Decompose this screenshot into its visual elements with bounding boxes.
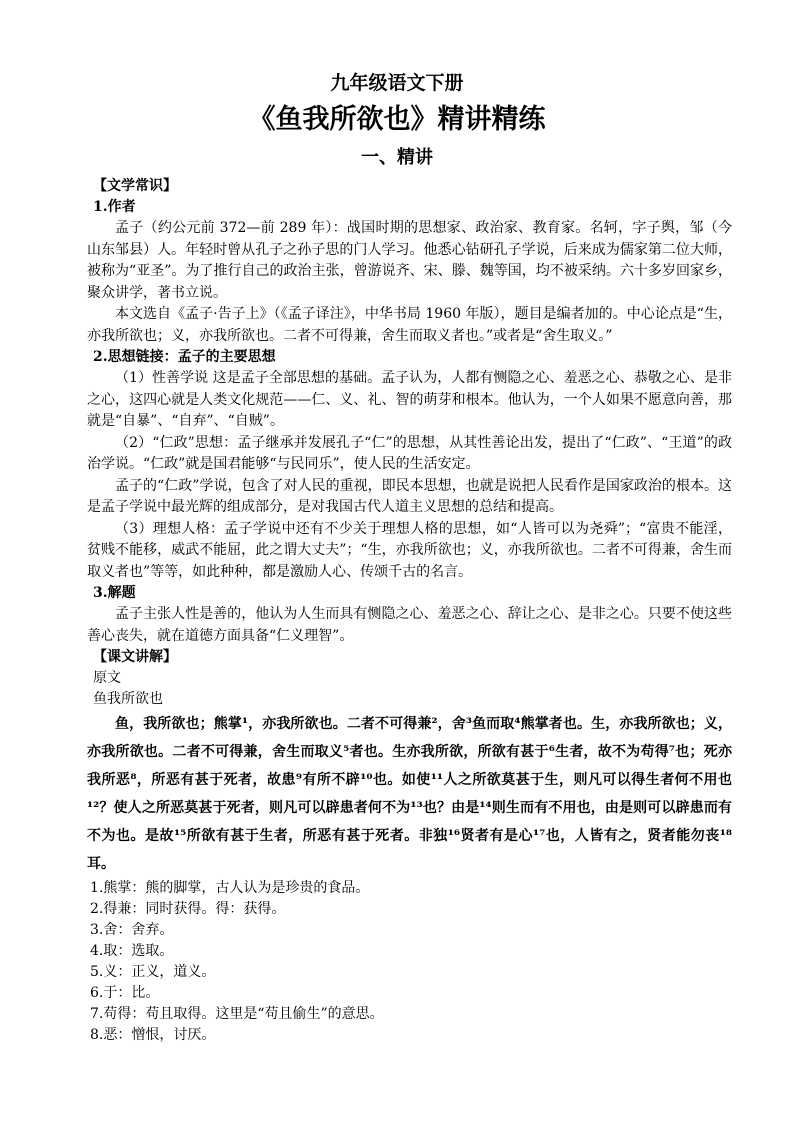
note-item: 2.得兼：同时获得。得：获得。 [90, 901, 286, 917]
document-title: 《鱼我所欲也》精讲精练 [248, 104, 546, 135]
paragraph-thought-4: （3）理想人格：孟子学说中还有不少关于理想人格的思想，如“人皆可以为尧舜”；“富贵不能淫，贫贱不能移，威武不能屈，此之谓大丈夫”；“生，亦我所欲也；义，亦我所欲也。二者不可得兼，舍生而取义者也”等等，如此种种，都是激励人心、传颂千古的名言。 [87, 520, 732, 580]
note-item: 7.苟得：苟且取得。这里是“苟且偷生”的意思。 [90, 1006, 384, 1022]
paragraph-thought-1: （1）性善学说 这是孟子全部思想的基础。孟子认为，人都有恻隐之心、羞恶之心、恭敬之心、是非之心，这四心就是人类文化规范——仁、义、礼、智的萌芽和根本。他认为，一个人如果不愿意向善，那就是“自暴”、“自弃”、“自贼”。 [87, 370, 732, 429]
note-item: 5.义：正义，道义。 [90, 964, 216, 980]
section-heading-knowledge: 【文学常识】 [93, 178, 177, 194]
note-item: 4.取：选取。 [90, 943, 174, 959]
paragraph-author-1: 孟子（约公元前 372—前 289 年）：战国时期的思想家、政治家、教育家。名轲，字子舆，邹（今山东邹县）人。年轻时曾从孔子之孙子思的门人学习。他悉心钻研孔子学说，后来成为儒家第二位大师，被称为“亚圣”。为了推行自己的政治主张，曾游说齐、宋、滕、魏等国，均不被采纳。六十多岁回家乡，聚众讲学，著书立说。 [87, 220, 732, 301]
text-title: 鱼我所欲也 [93, 691, 163, 707]
subheading-title-explanation: 3.解题 [93, 585, 136, 601]
original-text: 鱼，我所欲也；熊掌¹，亦我所欲也。二者不可得兼²，舍³鱼而取⁴熊掌者也。生，亦我所欲也；义，亦我所欲也。二者不可得兼，舍生而取义⁵者也。生亦我所欲，所欲有甚于⁶生者，故不为苟得⁷也；死亦我所恶⁸，所恶有甚于死者，故患⁹有所不辟¹⁰也。如使¹¹人之所欲莫甚于生，则凡可以得生者何不用也¹²？使人之所恶莫甚于死者，则凡可以辟患者何不为¹³也？由是¹⁴则生而有不用也，由是则可以辟患而有不为也。是故¹⁵所欲有甚于生者，所恶有甚于死者。非独¹⁶贤者有是心¹⁷也，人皆有之，贤者能勿丧¹⁸耳。 [87, 716, 732, 872]
section-heading-lesson: 【课文讲解】 [93, 649, 177, 665]
paragraph-thought-3: 孟子的“仁政”学说，包含了对人民的重视，即民本思想，也就是说把人民看作是国家政治的根本。这是孟子学说中最光辉的组成部分，是对我国古代人道主义思想的总结和提高。 [87, 477, 732, 515]
paragraph-author-2: 本文选自《孟子·告子上》（《孟子译注》，中华书局 1960 年版），题目是编者加的。中心论点是“生，亦我所欲也；义，亦我所欲也。二者不可得兼，舍生而取义者也。”或者是“舍生取义。” [87, 306, 732, 344]
notes-list [87, 878, 732, 1046]
subheading-thought: 2.思想链接：孟子的主要思想 [93, 349, 276, 365]
paragraph-title-explanation: 孟子主张人性是善的，他认为人生而具有恻隐之心、羞恶之心、辞让之心、是非之心。只要不使这些善心丧失，就在道德方面具备“仁义理智”。 [87, 606, 732, 644]
subheading-author: 1.作者 [93, 199, 136, 215]
note-item: 8.恶：憎恨，讨厌。 [90, 1027, 216, 1043]
note-item: 3.舍：舍弃。 [90, 922, 174, 938]
part-heading: 一、精讲 [361, 147, 433, 168]
note-item: 1.熊掌：熊的脚掌，古人认为是珍贵的食品。 [90, 880, 370, 896]
paragraph-thought-2: （2）“仁政”思想：孟子继承并发展孔子“仁”的思想，从其性善论出发，提出了“仁政”、“王道”的政治学说。“仁政”就是国君能够“与民同乐”，使人民的生活安定。 [87, 434, 732, 472]
note-item: 6.于：比。 [90, 985, 160, 1001]
original-label: 原文 [93, 670, 121, 686]
grade-heading: 九年级语文下册 [330, 72, 464, 94]
